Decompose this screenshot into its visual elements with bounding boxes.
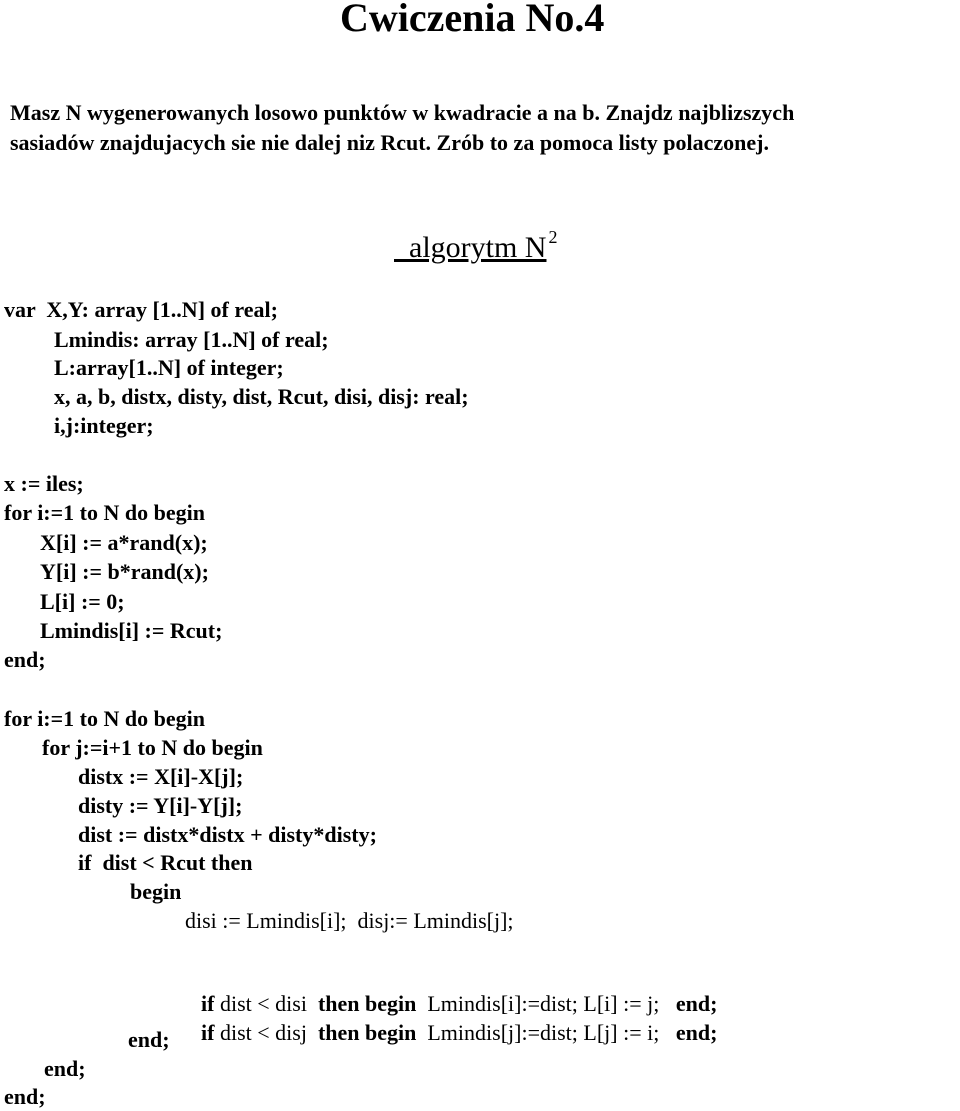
- code-init-li: L[i] := 0;: [40, 589, 125, 614]
- code-decl-lmindis: Lmindis: array [1..N] of real;: [54, 327, 329, 352]
- page-title: Cwiczenia No.4: [340, 0, 605, 40]
- code-decl-var: var X,Y: array [1..N] of real;: [4, 297, 278, 322]
- code-init-xi: X[i] := a*rand(x);: [40, 530, 208, 555]
- code-decl-l: L:array[1..N] of integer;: [54, 355, 284, 380]
- code-end-for-i: end;: [4, 1084, 46, 1109]
- code-loop-dist: dist := distx*distx + disty*disty;: [78, 822, 377, 847]
- code-if-disi-kw-then: then begin: [317, 991, 417, 1016]
- code-if-disj-kw-if: if: [201, 1020, 215, 1045]
- algorithm-heading: [394, 186, 557, 265]
- code-loop-for-j: for j:=i+1 to N do begin: [42, 735, 263, 760]
- code-loop-disty: disty := Y[i]-Y[j];: [78, 793, 243, 818]
- code-if-disi-cond: dist < disi: [214, 991, 318, 1016]
- task-line-1: Masz N wygenerowanych losowo punktów w kwadracie a na b. Znajdz najblizszych: [10, 100, 795, 125]
- code-init-for: for i:=1 to N do begin: [4, 500, 205, 525]
- code-loop-distx: distx := X[i]-X[j];: [78, 764, 244, 789]
- code-end-for-j: end;: [44, 1056, 86, 1081]
- algorithm-heading-superscript: 2: [548, 227, 558, 247]
- code-if-disj-kw-then: then begin: [317, 1020, 417, 1045]
- code-if-disj-cond: dist < disj: [214, 1020, 318, 1045]
- code-loop-begin: begin: [130, 879, 182, 904]
- code-if-disi-body: Lmindis[i]:=dist; L[i] := j;: [416, 991, 676, 1016]
- code-init-yi: Y[i] := b*rand(x);: [40, 559, 209, 584]
- code-if-disj: [190, 994, 717, 1046]
- code-if-disi-end: end;: [675, 991, 718, 1016]
- code-end-begin-block: end;: [128, 1027, 170, 1052]
- task-line-2: sasiadów znajdujacych sie nie dalej niz Rcut. Zrób to za pomoca listy polaczonej.: [10, 130, 769, 155]
- code-loop-disi-disj: disi := Lmindis[i]; disj:= Lmindis[j];: [185, 908, 514, 933]
- code-if-disj-end: end;: [675, 1020, 718, 1045]
- algorithm-heading-text: algorytm N: [409, 231, 547, 264]
- code-if-disi-kw-if: if: [201, 991, 215, 1016]
- code-loop-for-i: for i:=1 to N do begin: [4, 706, 205, 731]
- code-if-disj-body: Lmindis[j]:=dist; L[j] := i;: [416, 1020, 676, 1045]
- code-decl-integers: i,j:integer;: [54, 413, 154, 438]
- code-init-lmindis: Lmindis[i] := Rcut;: [40, 618, 223, 643]
- code-loop-if: if dist < Rcut then: [78, 850, 253, 875]
- code-decl-reals: x, a, b, distx, disty, dist, Rcut, disi, disj: real;: [54, 384, 469, 409]
- code-init-end: end;: [4, 647, 46, 672]
- code-init-x: x := iles;: [4, 471, 84, 496]
